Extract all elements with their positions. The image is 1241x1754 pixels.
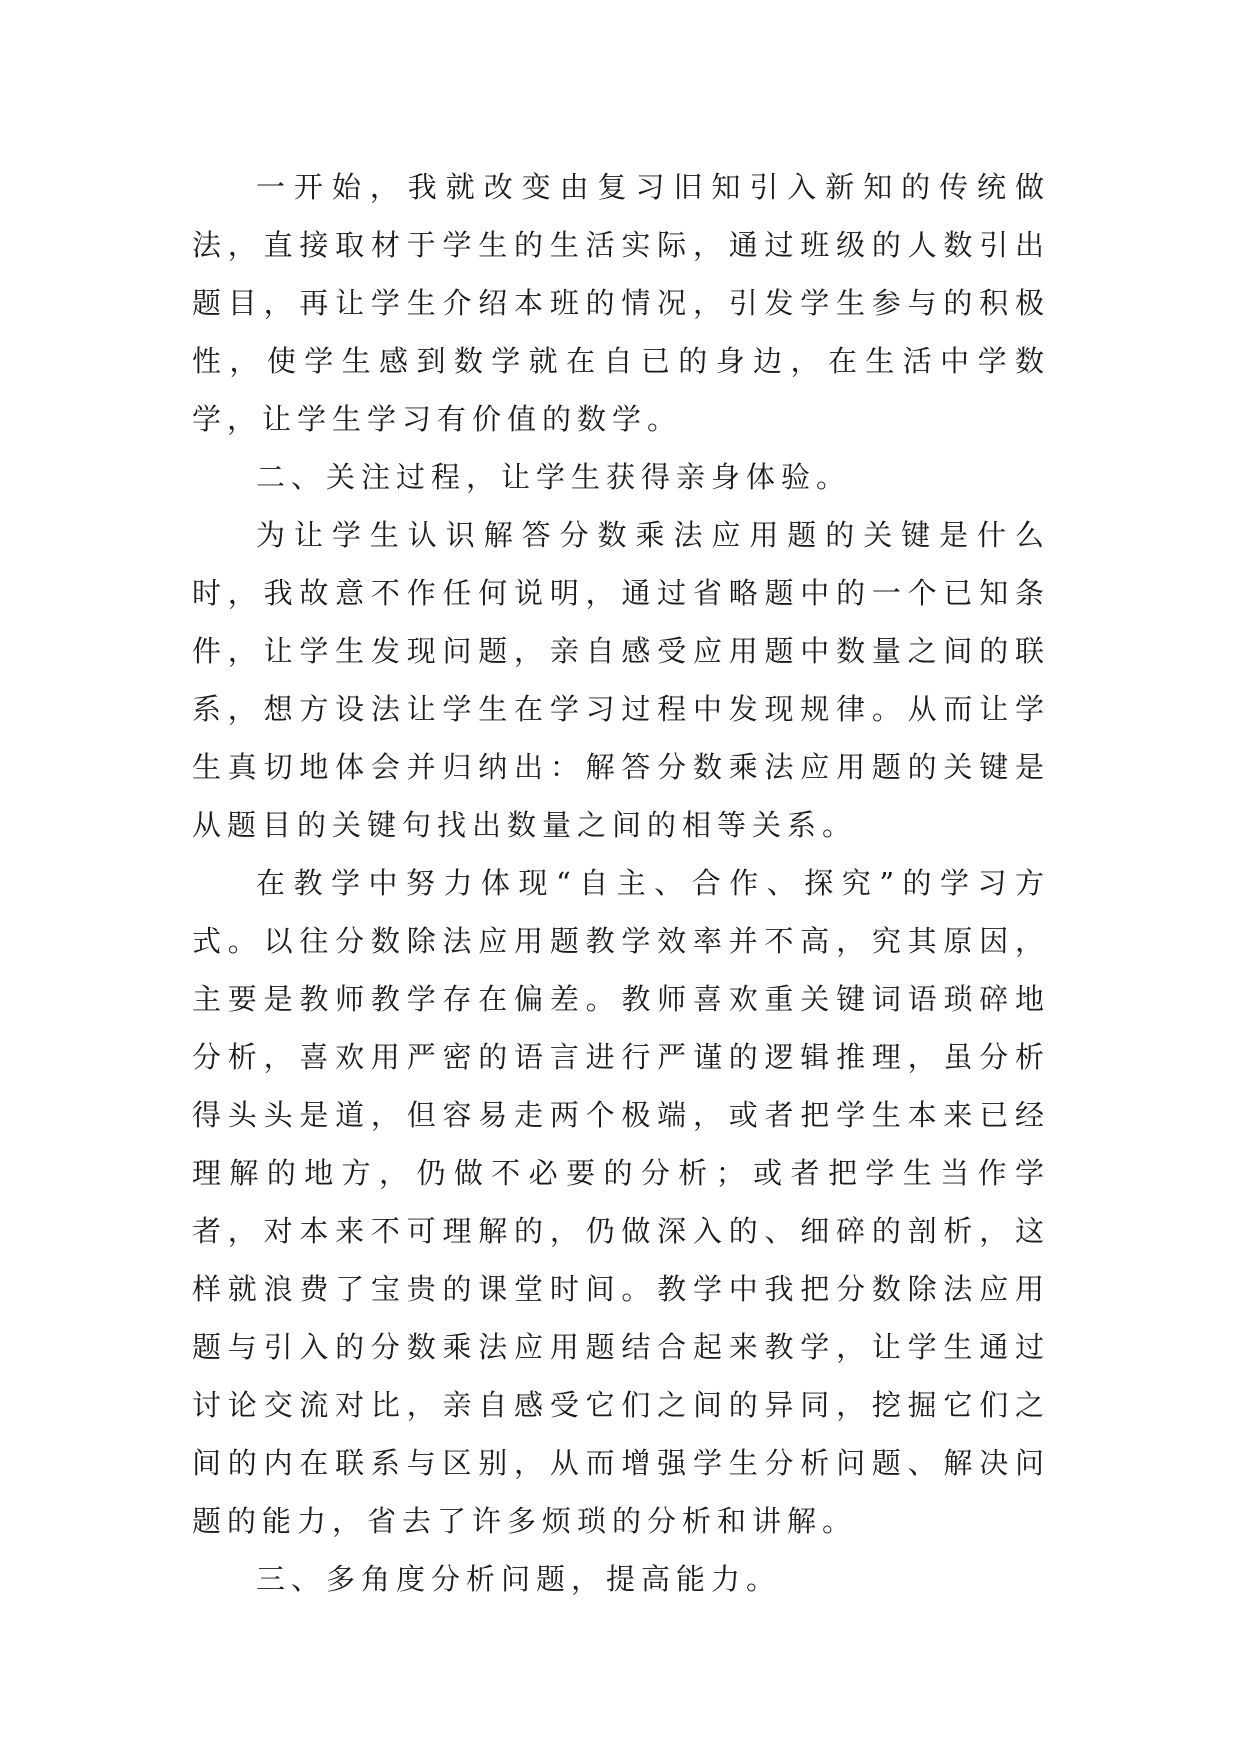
section-heading-2: 二、关注过程，让学生获得亲身体验。 bbox=[256, 460, 852, 494]
section-heading-3: 三、多角度分析问题，提高能力。 bbox=[256, 1562, 782, 1596]
paragraph-teaching-method: 在教学中努力体现“自主、合作、探究”的学习方式。以往分数除法应用题教学效率并不高，究其原因，主要是教师教学存在偏差。教师喜欢重关键词语琐碎地分析，喜欢用严密的语言进行严谨的逻辑推理，虽分析得头头是道，但容易走两个极端，或者把学生本来已经理解的地方，仍做不必要的分析；或者把学生当作学者，对本来不可理解的，仍做深入的、细碎的剖析，这样就浪费了宝贵的课堂时间。教学中我把分数除法应用题与引入的分数乘法应用题结合起来教学，让学生通过讨论交流对比，亲自感受它们之间的异同，挖掘它们之间的内在联系与区别，从而增强学生分析问题、解决问题的能力，省去了许多烦琐的分析和讲解。 bbox=[192, 866, 1050, 1538]
paragraph-intro: 一开始，我就改变由复习旧知引入新知的传统做法，直接取材于学生的生活实际，通过班级的人数引出题目，再让学生介绍本班的情况，引发学生参与的积极性，使学生感到数学就在自已的身边，在生活中学数学，让学生学习有价值的数学。 bbox=[192, 170, 1050, 436]
paragraph-key-point: 为让学生认识解答分数乘法应用题的关键是什么时，我故意不作任何说明，通过省略题中的一个已知条件，让学生发现问题，亲自感受应用题中数量之间的联系，想方设法让学生在学习过程中发现规律。从而让学生真切地体会并归纳出：解答分数乘法应用题的关键是从题目的关键句找出数量之间的相等关系。 bbox=[192, 518, 1050, 842]
document-body bbox=[192, 158, 1050, 1608]
